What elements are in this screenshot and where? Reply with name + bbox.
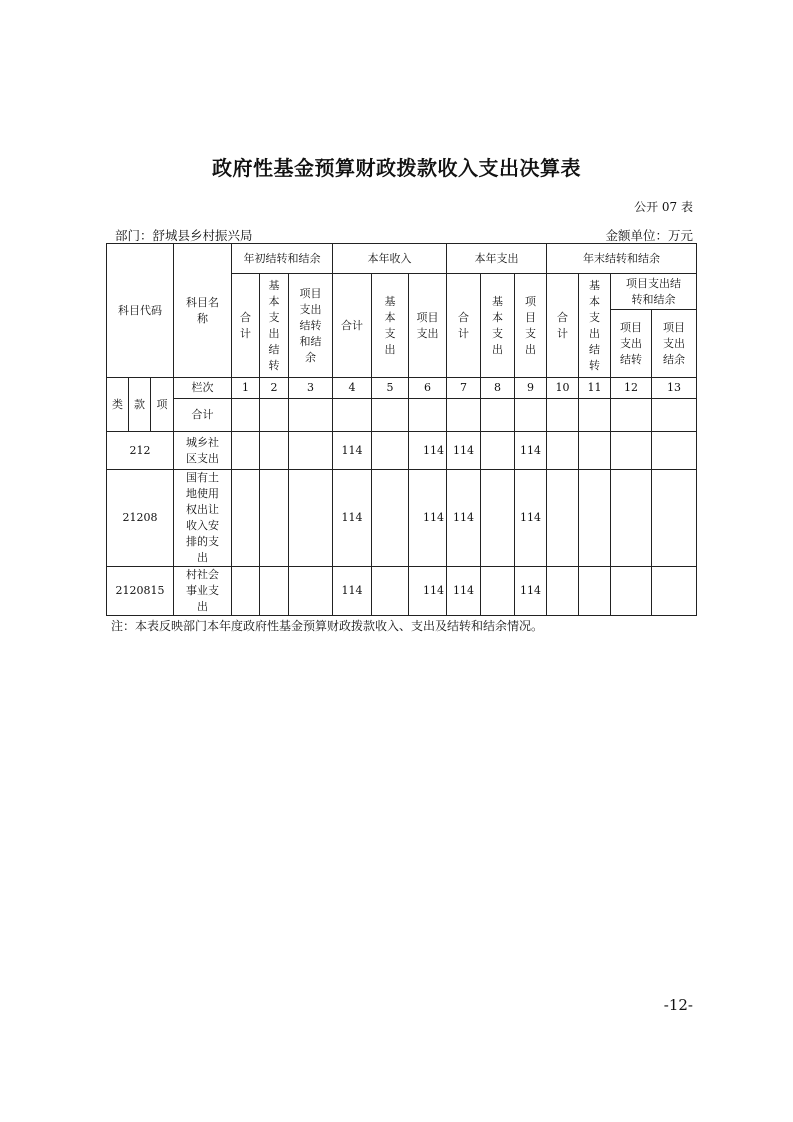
- row-value: 114: [409, 567, 447, 616]
- col-number: 1: [232, 378, 260, 399]
- row-value: [372, 567, 409, 616]
- row-name: 村社会事业支出: [174, 567, 232, 616]
- row-value: [481, 567, 515, 616]
- row-value: [372, 432, 409, 470]
- row-value: [547, 432, 579, 470]
- row-value: [579, 470, 611, 567]
- col-number: 10: [547, 378, 579, 399]
- total-cell: [652, 399, 697, 432]
- begin-balance-header: 年初结转和结余: [232, 244, 333, 274]
- col-number: 13: [652, 378, 697, 399]
- end-project-balance-header: 项目支出结余: [652, 310, 697, 378]
- page-number: -12-: [663, 996, 693, 1014]
- end-balance-header: 年末结转和结余: [547, 244, 697, 274]
- row-value: [611, 567, 652, 616]
- total-cell: [579, 399, 611, 432]
- col-number: 11: [579, 378, 611, 399]
- col-number: 8: [481, 378, 515, 399]
- row-value: [289, 432, 333, 470]
- col-number: 7: [447, 378, 481, 399]
- row-value: [547, 567, 579, 616]
- row-value: [289, 470, 333, 567]
- row-value: [289, 567, 333, 616]
- income-total-header: 合计: [333, 274, 372, 378]
- row-name: 城乡社区支出: [174, 432, 232, 470]
- subject-name-header: 科目名称: [174, 244, 232, 378]
- begin-total-header: 合计: [232, 274, 260, 378]
- row-value: [547, 470, 579, 567]
- total-cell: [260, 399, 289, 432]
- row-value: [611, 432, 652, 470]
- form-number: 公开 07 表: [634, 200, 693, 214]
- row-value: 114: [515, 432, 547, 470]
- budget-table: [106, 243, 697, 616]
- row-value: [652, 567, 697, 616]
- end-basic-carry-header: 基本支出结转: [579, 274, 611, 378]
- table-row: [107, 432, 697, 470]
- total-cell: [232, 399, 260, 432]
- page-title: 政府性基金预算财政拨款收入支出决算表: [212, 156, 581, 180]
- col-number: 4: [333, 378, 372, 399]
- col-number: 6: [409, 378, 447, 399]
- col-number: 2: [260, 378, 289, 399]
- total-cell: [515, 399, 547, 432]
- row-value: [481, 432, 515, 470]
- row-value: 114: [409, 432, 447, 470]
- income-project-header: 项目支出: [409, 274, 447, 378]
- row-value: 114: [447, 432, 481, 470]
- row-value: 114: [333, 432, 372, 470]
- department-label: 部门：舒城县乡村振兴局: [115, 228, 253, 243]
- row-value: [260, 567, 289, 616]
- col-number: 9: [515, 378, 547, 399]
- row-value: [579, 432, 611, 470]
- row-value: [232, 470, 260, 567]
- row-value: [372, 470, 409, 567]
- income-header: 本年收入: [333, 244, 447, 274]
- row-value: [260, 432, 289, 470]
- row-value: [652, 470, 697, 567]
- col-number: 3: [289, 378, 333, 399]
- begin-project-carry-balance-header: 项目支出结转和结余: [289, 274, 333, 378]
- total-cell: [611, 399, 652, 432]
- kuan-header: 款: [129, 378, 151, 432]
- total-cell: [481, 399, 515, 432]
- lei-header: 类: [107, 378, 129, 432]
- total-cell: [333, 399, 372, 432]
- total-cell: [447, 399, 481, 432]
- row-value: 114: [515, 567, 547, 616]
- row-value: 114: [447, 567, 481, 616]
- row-value: 114: [515, 470, 547, 567]
- end-project-carry-header: 项目支出结转: [611, 310, 652, 378]
- expense-total-header: 合计: [447, 274, 481, 378]
- row-code: 21208: [107, 470, 174, 567]
- row-value: [260, 470, 289, 567]
- total-cell: [409, 399, 447, 432]
- xiang-header: 项: [151, 378, 174, 432]
- total-cell: [372, 399, 409, 432]
- table-row: [107, 470, 697, 567]
- row-code: 212: [107, 432, 174, 470]
- expense-header: 本年支出: [447, 244, 547, 274]
- total-cell: [289, 399, 333, 432]
- table-row: [107, 567, 697, 616]
- row-name: 国有土地使用权出让收入安排的支出: [174, 470, 232, 567]
- expense-project-header: 项目支出: [515, 274, 547, 378]
- row-value: 114: [447, 470, 481, 567]
- amount-unit-label: 金额单位：万元: [605, 228, 693, 243]
- row-value: [652, 432, 697, 470]
- row-value: 114: [333, 470, 372, 567]
- table-note: 注：本表反映部门本年度政府性基金预算财政拨款收入、支出及结转和结余情况。: [111, 619, 544, 633]
- income-basic-header: 基本支出: [372, 274, 409, 378]
- row-code: 2120815: [107, 567, 174, 616]
- subject-code-header: 科目代码: [107, 244, 174, 378]
- row-value: [232, 432, 260, 470]
- end-total-header: 合计: [547, 274, 579, 378]
- col-number: 12: [611, 378, 652, 399]
- col-number: 5: [372, 378, 409, 399]
- row-value: 114: [333, 567, 372, 616]
- row-value: [481, 470, 515, 567]
- row-value: [611, 470, 652, 567]
- end-project-carry-balance-header: 项目支出结转和结余: [611, 274, 697, 310]
- row-value: [232, 567, 260, 616]
- row-value: [579, 567, 611, 616]
- row-value: 114: [409, 470, 447, 567]
- total-cell: [547, 399, 579, 432]
- total-row-label: 合计: [174, 399, 232, 432]
- begin-basic-carry-header: 基本支出结转: [260, 274, 289, 378]
- expense-basic-header: 基本支出: [481, 274, 515, 378]
- column-index-label: 栏次: [174, 378, 232, 399]
